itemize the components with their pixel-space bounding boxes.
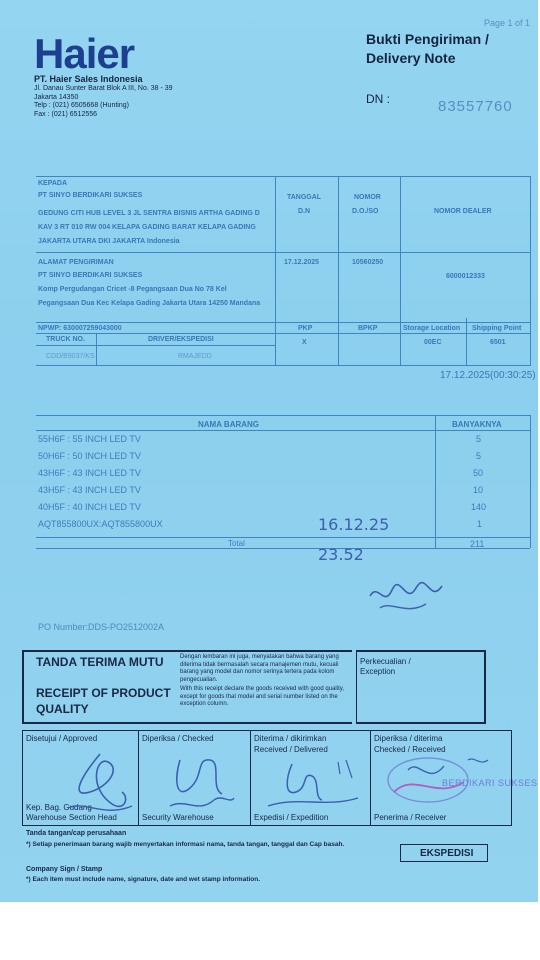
ship-to-name: PT SINYO BERDIKARI SUKSES — [38, 272, 143, 279]
receiver-label: Penerima / Receiver — [374, 813, 447, 822]
initials-signature — [366, 578, 446, 618]
goods-item-name: 43H5F : 43 INCH LED TV — [38, 485, 141, 495]
goods-item-name: 55H6F : 55 INCH LED TV — [38, 434, 141, 444]
signature-divider — [370, 730, 371, 826]
checked-signature — [160, 748, 240, 820]
checked-label: Diperiksa / Checked — [142, 734, 214, 743]
handwritten-time: 23.52 — [318, 545, 364, 564]
footer-sign-label: Tanda tangan/cap perusahaan — [26, 830, 127, 837]
expedition-signature — [262, 756, 362, 814]
document-title — [366, 30, 489, 68]
title-line-2: Delivery Note — [366, 50, 456, 66]
table-row-line — [36, 322, 530, 323]
nama-barang-header: NAMA BARANG — [198, 420, 260, 429]
approved-label: Disetujui / Approved — [26, 734, 98, 743]
goods-item-name: 40H5F : 40 INCH LED TV — [38, 502, 141, 512]
table-row-line — [36, 252, 530, 253]
goods-border-bottom — [36, 548, 530, 549]
address-line: Fax : (021) 6512556 — [34, 110, 98, 118]
exception-label: Perkecualian / — [360, 657, 411, 666]
goods-divider — [435, 415, 436, 548]
consignee-address: KAV 3 RT 010 RW 004 KELAPA GADING BARAT KELAPA GADING — [38, 224, 256, 231]
consignee-name: PT SINYO BERDIKARI SUKSES — [38, 192, 143, 199]
goods-item-name: AQT855800UX:AQT855800UX — [38, 519, 163, 529]
consignee-address: JAKARTA UTARA DKI JAKARTA Indonesia — [38, 238, 180, 245]
approved-signature — [60, 748, 140, 820]
receipt-title-en-2: QUALITY — [36, 702, 89, 716]
goods-border-right — [530, 415, 531, 548]
address-line: Jakarta 14350 — [34, 93, 79, 101]
consignee-address: GEDUNG CITI HUB LEVEL 3 JL SENTRA BISNIS ARTHA GADING D — [38, 210, 260, 217]
dealer-header: NOMOR DEALER — [434, 208, 492, 215]
dn-number: 83557760 — [438, 98, 513, 115]
receipt-title-id: TANDA TERIMA MUTU — [36, 655, 164, 669]
goods-item-qty: 5 — [476, 451, 482, 461]
so-number: 10560250 — [352, 259, 384, 266]
ship-to-address: Komp Pergudangan Cricet -8 Pegangsaan Dua No 78 Kel — [38, 286, 227, 293]
shipping-value: 6501 — [490, 339, 506, 346]
page-number: Page 1 of 1 — [484, 18, 531, 28]
received-label: Diterima / dikirimkan — [254, 734, 327, 743]
title-line-1: Bukti Pengiriman / — [366, 31, 489, 47]
po-number: PO Number:DDS-PO2512002A — [38, 622, 165, 632]
checked-received-label: Diperiksa / diterima — [374, 734, 443, 743]
tanggal-subheader: D.N — [298, 208, 311, 215]
receipt-title-en: RECEIPT OF PRODUCT — [36, 686, 171, 700]
driver-label: DRIVER/EKSPEDISI — [148, 336, 214, 343]
alamat-label: ALAMAT PENGIRIMAN — [38, 259, 114, 266]
goods-item-name: 50H6F : 50 INCH LED TV — [38, 451, 141, 461]
table-border-top — [36, 176, 530, 177]
storage-value: 00EC — [424, 339, 442, 346]
footer-note-id: *) Setiap penerimaan barang wajib menyertakan informasi nama, tanda tangan, tanggal dan Cap basah. — [26, 841, 345, 848]
shipping-header: Shipping Point — [472, 325, 522, 332]
tanggal-header: TANGGAL — [287, 194, 322, 201]
address-line: Telp : (021) 6505668 (Hunting) — [34, 102, 129, 109]
goods-item-qty: 50 — [473, 468, 484, 478]
npwp: NPWP: 630007259043000 — [38, 325, 122, 332]
table-border-right — [530, 176, 531, 366]
signature-divider — [250, 730, 251, 826]
receipt-text-id: Dengan lembaran ini juga, menyatakan bahwa barang yang diterima tidak bermasalah secara manajemen mutu, kecuali barang yang model dan nomor serinya tertera pada kolom pengecualian. — [180, 654, 339, 683]
address-line: Jl. Danau Sunter Barat Blok A III, No. 38 - 39 — [34, 85, 173, 92]
kepada-label: KEPADA — [38, 180, 68, 187]
ekspedisi-label: EKSPEDISI — [420, 848, 474, 859]
handwritten-date: 16.12.25 — [318, 515, 390, 534]
table-divider — [400, 176, 401, 366]
truck-label: TRUCK NO. — [46, 336, 85, 343]
table-divider — [338, 176, 339, 366]
table-row-line — [36, 333, 530, 334]
company-logo: Haier — [34, 30, 135, 77]
checked-received-label-en: Checked / Received — [374, 745, 446, 754]
exception-label-en: Exception — [360, 667, 396, 676]
goods-header-line — [36, 430, 530, 431]
table-divider — [275, 176, 276, 366]
total-value: 211 — [470, 539, 485, 549]
print-timestamp: 17.12.2025(00:30:25) — [440, 370, 536, 381]
total-label: Total — [228, 539, 245, 548]
dn-label: DN : — [366, 92, 390, 106]
pkp-value: X — [302, 339, 307, 346]
company-address — [34, 85, 234, 119]
ship-to-address: Pegangsaan Dua Kec Kelapa Gading Jakarta Utara 14250 Mandana — [38, 300, 261, 307]
expedition-label: Expedisi / Expedition — [254, 813, 329, 822]
footer-stamp-label: Company Sign / Stamp — [26, 866, 103, 873]
goods-item-qty: 5 — [476, 434, 482, 444]
nomor-subheader: D.O./SO — [352, 208, 379, 215]
goods-border-top — [36, 415, 530, 416]
table-divider — [96, 333, 97, 365]
head-label-en: Warehouse Section Head — [26, 813, 117, 822]
footer-note-en: *) Each item must include name, signature, date and wet stamp information. — [26, 876, 261, 883]
goods-item-qty: 10 — [473, 485, 484, 495]
goods-item-qty: 1 — [477, 519, 483, 529]
driver-name: RMAJEDD — [178, 353, 212, 360]
pkp-header: PKP — [298, 325, 313, 332]
nomor-header: NOMOR — [354, 194, 381, 201]
dealer-number: 6000012333 — [446, 273, 485, 280]
table-divider — [466, 318, 467, 366]
goods-item-qty: 140 — [471, 502, 487, 512]
bpkp-header: BPKP — [358, 325, 378, 332]
receipt-text-en: With this receipt declare the goods received with good quality, except for goods that model and serial number listed on the exception column. — [180, 686, 344, 707]
goods-total-line — [36, 537, 530, 538]
security-label: Security Warehouse — [142, 813, 214, 822]
table-border-bottom — [36, 365, 530, 366]
dn-date: 17.12.2025 — [284, 259, 320, 266]
company-stamp-text: BERDIKARI SUKSES — [442, 778, 538, 788]
head-label: Kep. Bag. Gudang — [26, 803, 92, 812]
storage-header: Storage Location — [403, 325, 461, 332]
goods-item-name: 43H6F : 43 INCH LED TV — [38, 468, 141, 478]
company-name: PT. Haier Sales Indonesia — [34, 74, 143, 84]
banyaknya-header: BANYAKNYA — [452, 420, 502, 429]
received-label-en: Received / Delivered — [254, 745, 328, 754]
truck-number: CDD/B9037/KS — [46, 353, 95, 360]
table-row-line — [36, 345, 276, 346]
